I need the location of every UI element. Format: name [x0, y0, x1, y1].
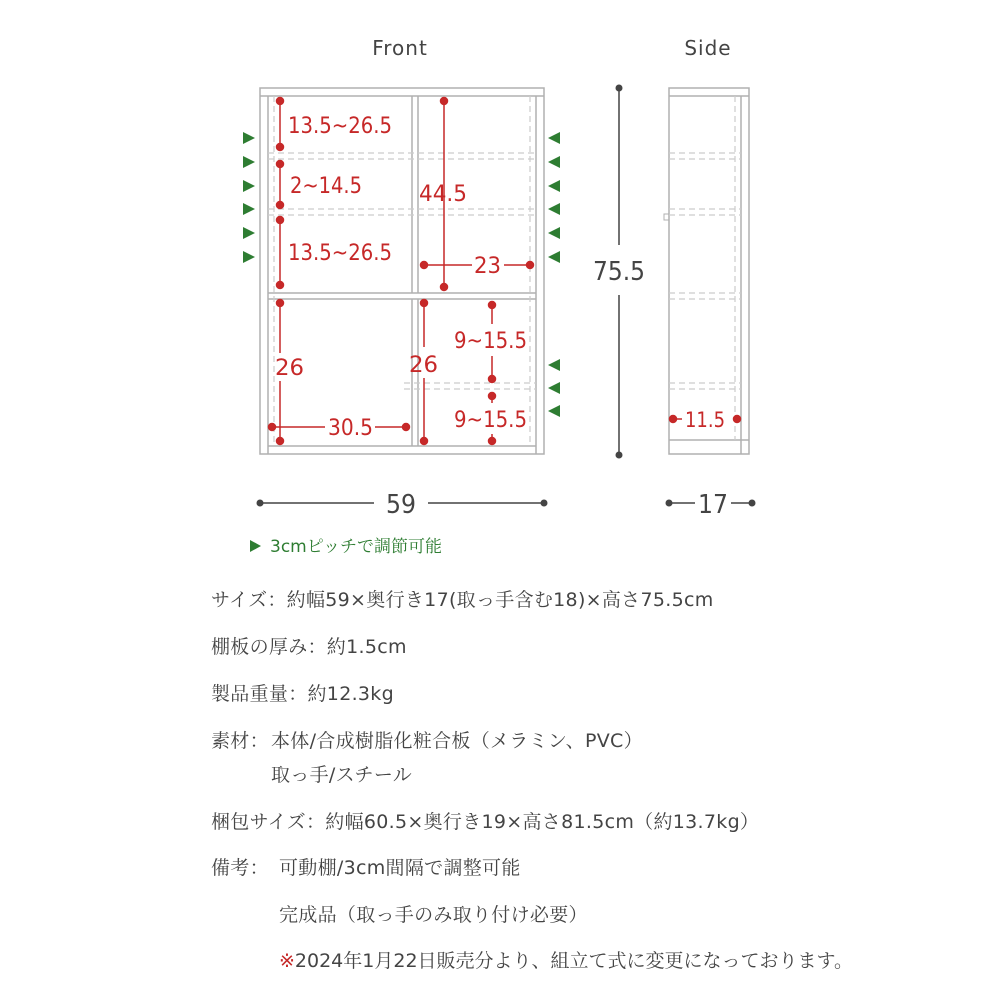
spec-material-handle-text: 取っ手/スチール: [271, 764, 413, 786]
notice: [279, 946, 853, 973]
label-upper-left-2: 2~14.5: [290, 174, 362, 199]
front-dimension-labels: [275, 114, 527, 441]
depth-dimension: [666, 490, 756, 520]
pitch-note: [250, 532, 442, 557]
notice-mark: ※: [279, 950, 295, 972]
label-total-width: 59: [386, 490, 416, 520]
adjust-arrows-right: [548, 132, 560, 417]
label-lower-right-2: 9~15.5: [454, 408, 527, 433]
front-cabinet: [260, 88, 544, 454]
spec-remarks: [211, 853, 521, 880]
front-view-label: Front: [372, 36, 428, 60]
label-upper-left-3: 13.5~26.5: [288, 241, 392, 266]
label-lower-right-1: 9~15.5: [454, 329, 527, 354]
label-side-inner: 11.5: [685, 408, 725, 432]
spec-size: サイズ：約幅59×奥行き17(取っ手含む18)×高さ75.5cm: [211, 589, 714, 611]
side-inner-dimension: [670, 408, 741, 432]
spec-material-label: 素材：: [211, 730, 269, 752]
height-dimension: [593, 85, 645, 459]
spec-shelf-thickness: 棚板の厚み：約1.5cm: [211, 636, 407, 658]
spec-weight: 製品重量：約12.3kg: [211, 683, 394, 705]
spec-remarks-label: 備考：: [211, 857, 269, 879]
label-upper-right-height: 44.5: [419, 182, 467, 207]
label-lower-left-width: 30.5: [328, 416, 373, 441]
notice-text: 2024年1月22日販売分より、組立て式に変更になっております。: [294, 950, 854, 972]
width-dimension: [257, 490, 548, 520]
label-side-depth: 17: [698, 490, 728, 520]
pitch-note-text: 3cmピッチで調節可能: [270, 537, 443, 557]
label-lower-right-height: 26: [409, 353, 438, 378]
label-upper-left-1: 13.5~26.5: [288, 114, 392, 139]
spec-material: [211, 726, 643, 753]
spec-material-body: 本体/合成樹脂化粧合板（メラミン、PVC）: [271, 730, 643, 752]
spec-remarks-1: 可動棚/3cm間隔で調整可能: [279, 857, 521, 879]
side-cabinet: [664, 88, 749, 454]
side-view-label: Side: [684, 36, 732, 60]
label-upper-right-width: 23: [474, 254, 501, 279]
spec-remarks-2: 完成品（取っ手のみ取り付け必要）: [279, 904, 588, 926]
play-arrow-icon: [250, 540, 261, 552]
side-shelves: [669, 96, 741, 440]
spec-package: 梱包サイズ：約幅60.5×奥行き19×高さ81.5cm（約13.7kg）: [211, 811, 760, 833]
label-total-height: 75.5: [593, 257, 645, 287]
adjust-arrows-left: [243, 132, 255, 263]
label-lower-left-height: 26: [275, 356, 304, 381]
